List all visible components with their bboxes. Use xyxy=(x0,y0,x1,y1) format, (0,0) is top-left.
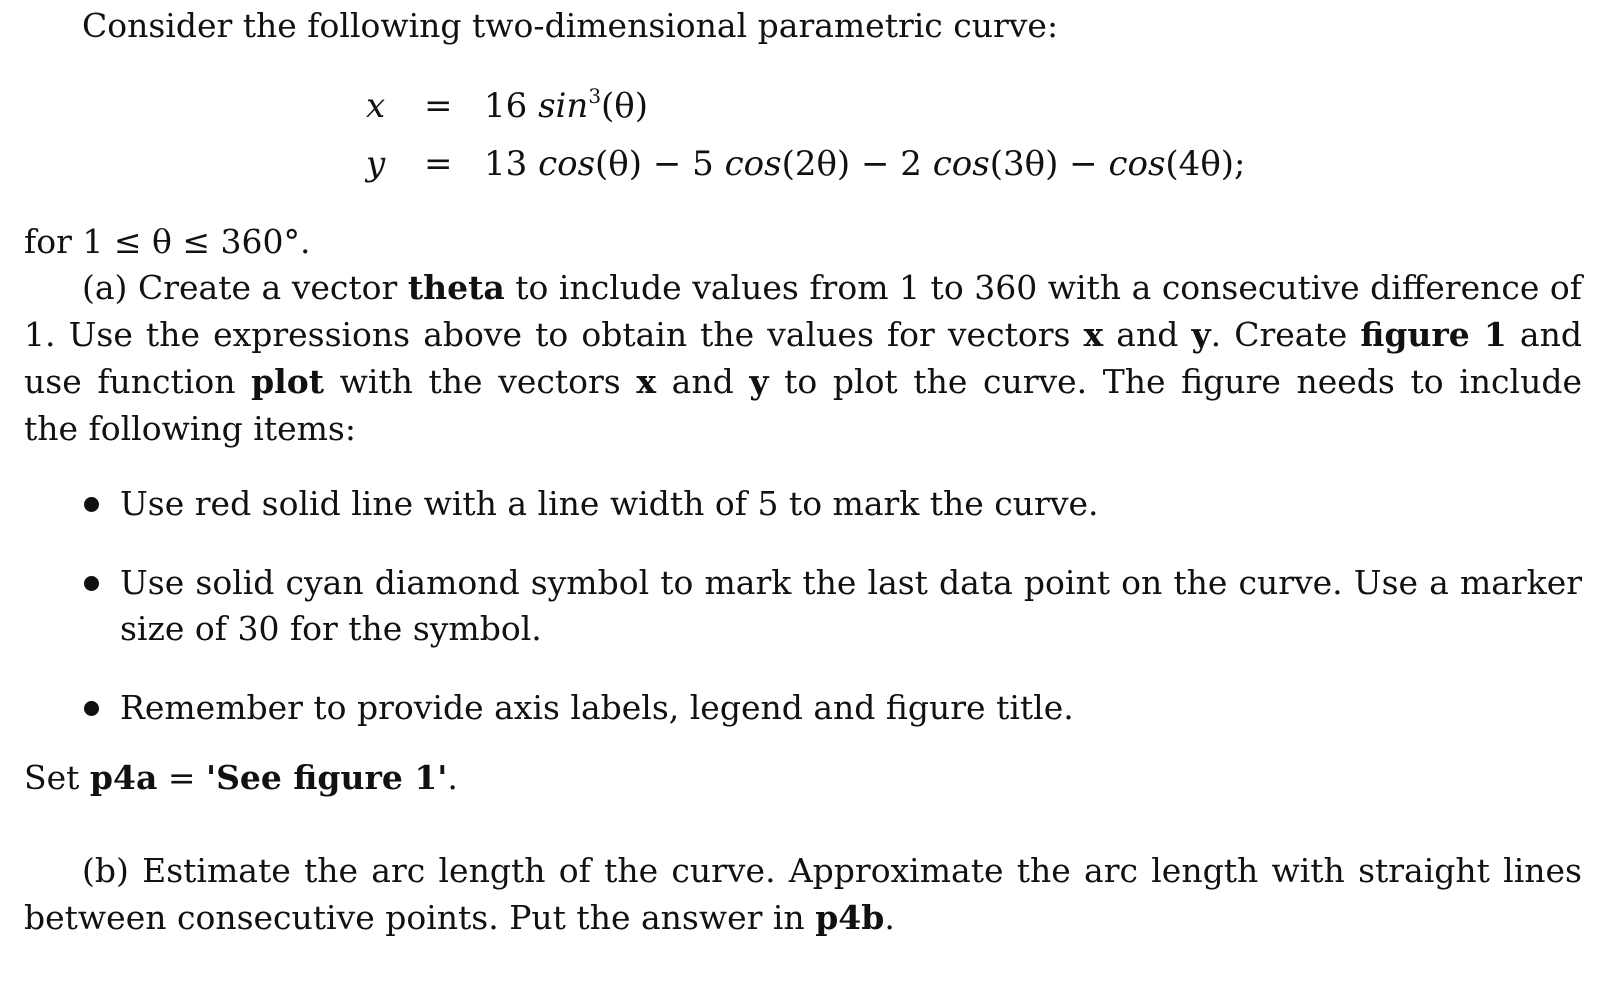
bullet-dot-2 xyxy=(84,576,99,591)
part-b-line-2-pre: between consecutive points. Put the answer in xyxy=(24,898,805,937)
equation-x-expression xyxy=(484,86,648,126)
bullet-item-3: Remember to provide axis labels, legend and figure title. xyxy=(120,688,1074,727)
part-b-line-2 xyxy=(24,898,895,938)
set-p4a-line xyxy=(24,758,458,798)
equation-x-variable: x xyxy=(366,86,386,126)
part-a-line-2-x: x xyxy=(1083,315,1104,354)
y-function-4: cos xyxy=(1108,144,1166,184)
part-a-line-2 xyxy=(24,315,1582,355)
part-b-period: . xyxy=(884,898,895,937)
y-term-4: (3θ) − xyxy=(989,144,1109,184)
range-text: for 1 ≤ θ ≤ 360°. xyxy=(24,222,311,261)
set-period: . xyxy=(447,758,458,797)
y-term-2: (θ) − 5 xyxy=(595,144,725,184)
x-exponent: 3 xyxy=(588,84,602,108)
part-b-line-1: (b) Estimate the arc length of the curve. Approximate the arc length with straight lines xyxy=(82,851,1582,890)
bullet-item-2-line-2: size of 30 for the symbol. xyxy=(120,609,542,648)
part-a-line-1-post: to include values from 1 to 360 with a consecutive difference of xyxy=(515,268,1582,307)
part-a-line-2-pre: 1. Use the expressions above to obtain the values for vectors xyxy=(24,315,1071,354)
part-a-line-2-and: and xyxy=(1116,315,1179,354)
part-a-line-3 xyxy=(24,362,1582,402)
x-coefficient: 16 xyxy=(484,86,539,126)
part-a-line-3-post: to plot the curve. The figure needs to include xyxy=(784,362,1582,401)
part-a-line-2-y: y xyxy=(1191,315,1211,354)
y-term-3: (2θ) − 2 xyxy=(781,144,933,184)
part-a-plot: plot xyxy=(251,362,324,401)
set-variable-p4a: p4a xyxy=(89,758,158,797)
part-a-line-3-y: y xyxy=(749,362,769,401)
part-a-line-2-post: and xyxy=(1519,315,1582,354)
x-argument: (θ) xyxy=(601,86,649,126)
part-b-variable-p4b: p4b xyxy=(815,898,885,937)
bullet-dot-3 xyxy=(84,701,99,716)
y-function-1: cos xyxy=(538,144,596,184)
set-word: Set xyxy=(24,758,80,797)
bullet-item-1: Use red solid line with a line width of 5 to mark the curve. xyxy=(120,484,1099,523)
set-value: 'See figure 1' xyxy=(205,758,448,797)
bullet-dot-1 xyxy=(84,497,99,512)
x-function: sin xyxy=(538,86,589,126)
part-a-line-1-pre: (a) Create a vector xyxy=(82,268,398,307)
part-a-line-4: the following items: xyxy=(24,409,356,448)
part-a-theta: theta xyxy=(407,268,505,307)
part-a-figure-1: figure 1 xyxy=(1360,315,1507,354)
equation-y-variable: y xyxy=(366,144,386,184)
y-term-5: (4θ); xyxy=(1165,144,1246,184)
part-a-line-3-x: x xyxy=(636,362,657,401)
y-function-3: cos xyxy=(932,144,990,184)
y-function-2: cos xyxy=(724,144,782,184)
equation-y-expression xyxy=(484,144,1246,184)
part-a-line-2-create: . Create xyxy=(1210,315,1348,354)
y-term-1: 13 xyxy=(484,144,539,184)
set-equals: = xyxy=(157,758,206,797)
equation-x-equals: = xyxy=(424,86,453,126)
part-a-line-3-mid: with the vectors xyxy=(339,362,621,401)
equation-y-equals: = xyxy=(424,144,453,184)
part-a-line-3-pre: use function xyxy=(24,362,236,401)
part-a-line-1 xyxy=(82,268,1582,308)
intro-text: Consider the following two-dimensional parametric curve: xyxy=(82,6,1059,45)
bullet-item-2-line-1: Use solid cyan diamond symbol to mark the last data point on the curve. Use a marker xyxy=(120,563,1582,602)
part-a-line-3-and: and xyxy=(671,362,734,401)
